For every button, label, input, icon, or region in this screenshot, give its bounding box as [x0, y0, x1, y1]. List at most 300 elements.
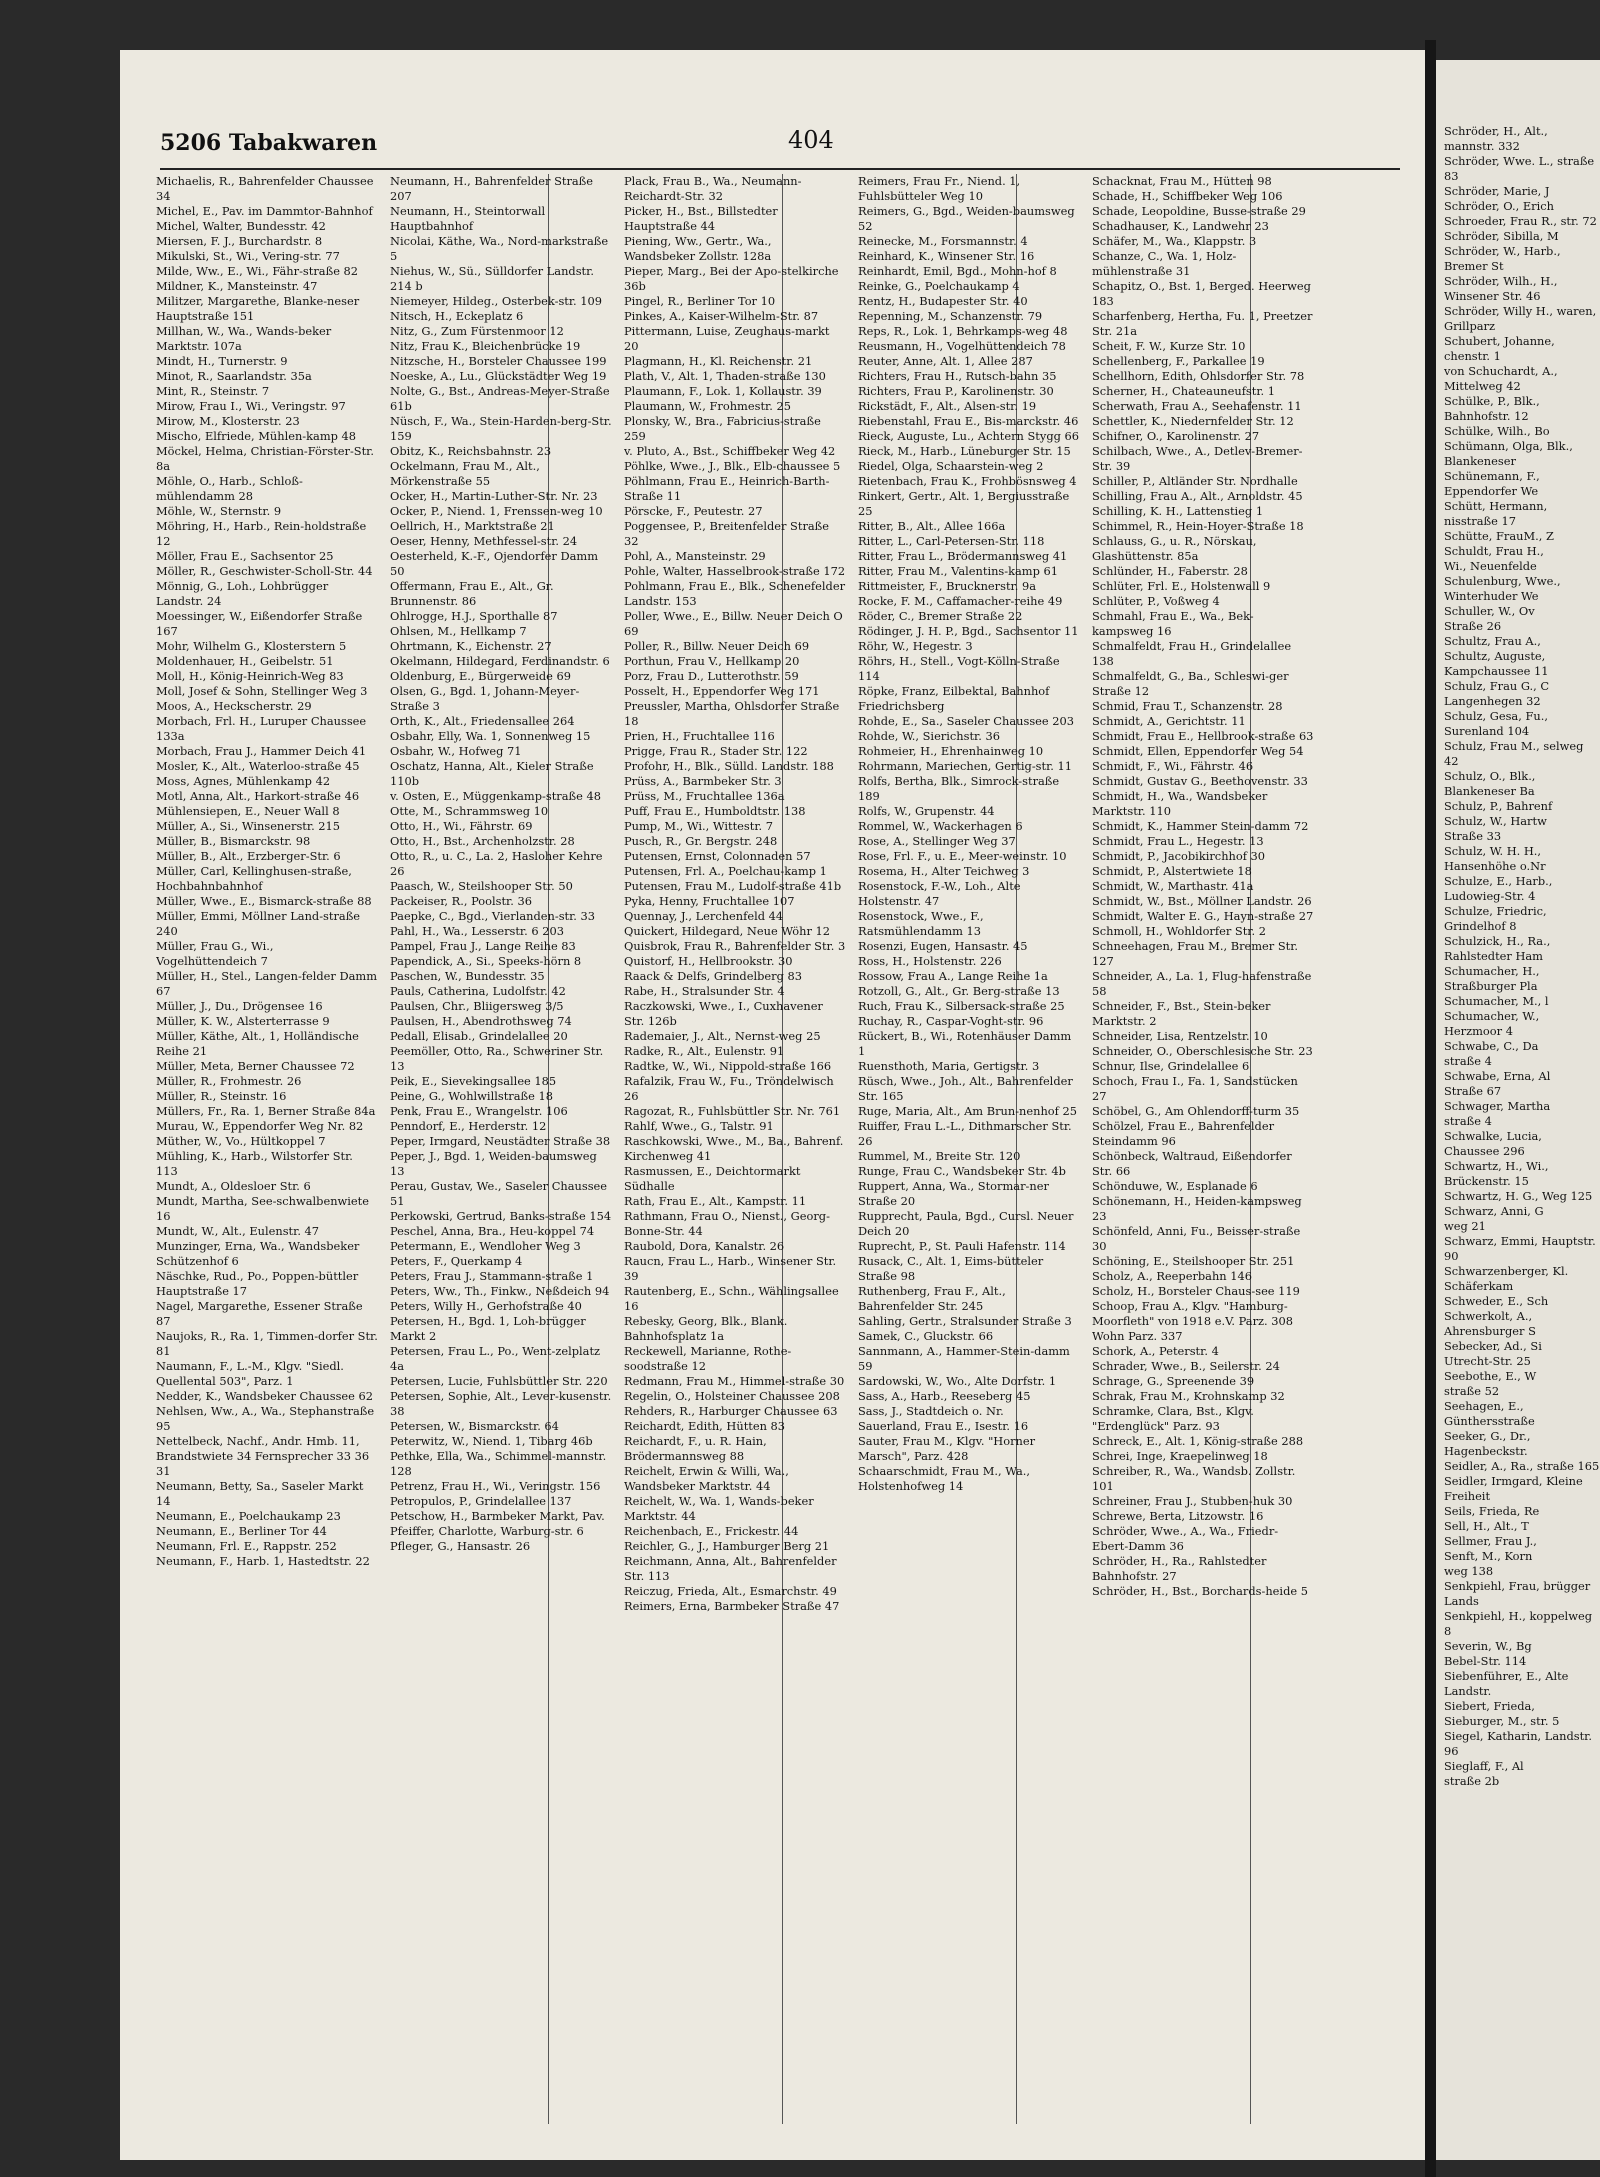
directory-entry: von Schuchardt, A., Mittelweg 42: [1444, 364, 1558, 393]
directory-entry: Posselt, H., Eppendorfer Weg 171: [624, 684, 820, 698]
directory-entry: Schroeder, Frau R., str. 72: [1444, 214, 1597, 228]
directory-entry: Schoch, Frau I., Fa. 1, Sandstücken 27: [1092, 1074, 1298, 1103]
directory-entry: Pedall, Elisab., Grindelallee 20: [390, 1029, 568, 1043]
directory-entry: Röpke, Franz, Eilbektal, Bahnhof Friedrichsberg: [858, 684, 1050, 713]
directory-entry: Nitz, Frau K., Bleichenbrücke 19: [390, 339, 581, 353]
directory-entry: Reichardt, Edith, Hütten 83: [624, 1419, 786, 1433]
directory-entry: Nitz, G., Zum Fürstenmoor 12: [390, 324, 564, 338]
directory-entry: Müller, B., Alt., Erzberger-Str. 6: [156, 849, 341, 863]
directory-entry: Schwalke, Lucia, Chaussee 296: [1444, 1129, 1542, 1158]
directory-entry: Ritter, Frau L., Brödermannsweg 41: [858, 549, 1068, 563]
directory-entry: Reuter, Anne, Alt. 1, Allee 287: [858, 354, 1033, 368]
directory-entry: Orth, K., Alt., Friedensallee 264: [390, 714, 575, 728]
directory-entry: Neumann, F., Harb. 1, Hastedtstr. 22: [156, 1554, 370, 1568]
directory-entry: Sell, H., Alt., T: [1444, 1519, 1529, 1533]
directory-entry: Rasmussen, E., Deichtormarkt Südhalle: [624, 1164, 801, 1193]
directory-entry: Rabe, H., Stralsunder Str. 4: [624, 984, 785, 998]
directory-entry: Ocker, H., Martin-Luther-Str. Nr. 23: [390, 489, 598, 503]
directory-entry: Plagmann, H., Kl. Reichenstr. 21: [624, 354, 813, 368]
listing-column-4: [858, 174, 1080, 2134]
directory-entry: Näschke, Rud., Po., Poppen-büttler Hauptstraße 17: [156, 1269, 359, 1298]
directory-entry: Peik, E., Sievekingsallee 185: [390, 1074, 557, 1088]
listing-column-5: [1092, 174, 1314, 2134]
directory-entry: Preussler, Martha, Ohlsdorfer Straße 18: [624, 699, 840, 728]
directory-entry: Minot, R., Saarlandstr. 35a: [156, 369, 312, 383]
directory-entry: Mundt, A., Oldesloer Str. 6: [156, 1179, 311, 1193]
directory-entry: Moll, Josef & Sohn, Stellinger Weg 3: [156, 684, 368, 698]
directory-entry: Schilling, Frau A., Alt., Arnoldstr. 45: [1092, 489, 1303, 503]
directory-entry: Schöning, E., Steilshooper Str. 251: [1092, 1254, 1295, 1268]
directory-entry: Müllers, Fr., Ra. 1, Berner Straße 84a: [156, 1104, 376, 1118]
directory-entry: Müller, Käthe, Alt., 1, Holländische Reihe 21: [156, 1029, 359, 1058]
directory-entry: Richters, Frau P., Karolinenstr. 30: [858, 384, 1054, 398]
directory-entry: Mönnig, G., Loh., Lohbrügger Landstr. 24: [156, 579, 329, 608]
directory-entry: Röhr, W., Hegestr. 3: [858, 639, 973, 653]
directory-entry: Pohl, A., Mansteinstr. 29: [624, 549, 766, 563]
directory-entry: Redmann, Frau M., Himmel-straße 30: [624, 1374, 845, 1388]
directory-entry: Schmidt, A., Gerichtstr. 11: [1092, 714, 1246, 728]
directory-page: [120, 50, 1425, 2160]
directory-entry: Raucn, Frau L., Harb., Winsener Str. 39: [624, 1254, 837, 1283]
directory-entry: Schumacher, W., Herzmoor 4: [1444, 1009, 1540, 1038]
directory-entry: Oesterheld, K.-F., Ojendorfer Damm 50: [390, 549, 598, 578]
directory-entry: Neumann, H., Bahrenfelder Straße 207: [390, 174, 594, 203]
directory-entry: Schröder, Willy H., waren, Grillparz: [1444, 304, 1597, 333]
directory-entry: Neumann, Frl. E., Rappstr. 252: [156, 1539, 337, 1553]
directory-entry: Schneider, A., La. 1, Flug-hafenstraße 58: [1092, 969, 1312, 998]
directory-entry: Rafalzik, Frau W., Fu., Tröndelwisch 26: [624, 1074, 834, 1103]
directory-entry: Michel, E., Pav. im Dammtor-Bahnhof: [156, 204, 373, 218]
directory-entry: Plaumann, F., Lok. 1, Kollaustr. 39: [624, 384, 822, 398]
directory-entry: weg 21: [1444, 1219, 1486, 1233]
directory-entry: Schrei, Inge, Kraepelinweg 18: [1092, 1449, 1268, 1463]
directory-entry: Quickert, Hildegard, Neue Wöhr 12: [624, 924, 831, 938]
directory-entry: Porz, Frau D., Lutterothstr. 59: [624, 669, 799, 683]
directory-entry: Reinke, G., Poelchaukamp 4: [858, 279, 1020, 293]
directory-entry: Paulsen, Chr., Bliigersweg 3/5: [390, 999, 564, 1013]
directory-entry: Pohle, Walter, Hasselbrook-straße 172: [624, 564, 846, 578]
directory-entry: Neumann, Betty, Sa., Saseler Markt 14: [156, 1479, 364, 1508]
directory-entry: Mildner, K., Mansteinstr. 47: [156, 279, 318, 293]
directory-entry: Ruchay, R., Caspar-Voght-str. 96: [858, 1014, 1044, 1028]
directory-entry: Petschow, H., Barmbeker Markt, Pav.: [390, 1509, 605, 1523]
directory-entry: Papendick, A., Si., Speeks-hörn 8: [390, 954, 582, 968]
directory-entry: Quisbrok, Frau R., Bahrenfelder Str. 3: [624, 939, 846, 953]
directory-entry: Niemeyer, Hildeg., Osterbek-str. 109: [390, 294, 603, 308]
directory-entry: Sieburger, M., str. 5: [1444, 1714, 1560, 1728]
directory-entry: Sellmer, Frau J.,: [1444, 1534, 1537, 1548]
directory-entry: Schwabe, Erna, Al: [1444, 1069, 1551, 1083]
directory-entry: Mint, R., Steinstr. 7: [156, 384, 270, 398]
directory-entry: Sahling, Gertr., Stralsunder Straße 3: [858, 1314, 1072, 1328]
directory-entry: Scheit, F. W., Kurze Str. 10: [1092, 339, 1246, 353]
directory-entry: Schwartz, H. G., Weg 125: [1444, 1189, 1593, 1203]
directory-entry: Schulz, Frau M., selweg 42: [1444, 739, 1584, 768]
directory-entry: Nicolai, Käthe, Wa., Nord-markstraße 5: [390, 234, 609, 263]
directory-entry: Müller, R., Steinstr. 16: [156, 1089, 287, 1103]
directory-entry: Plonsky, W., Bra., Fabricius-straße 259: [624, 414, 821, 443]
directory-entry: Schultz, Auguste, Kampchaussee 11: [1444, 649, 1549, 678]
directory-entry: Möhring, H., Harb., Rein-holdstraße 12: [156, 519, 367, 548]
directory-entry: Schmidt, Walter E. G., Hayn-straße 27: [1092, 909, 1314, 923]
directory-entry: Reichelt, Erwin & Willi, Wa., Wandsbeker Marktstr. 44: [624, 1464, 789, 1493]
directory-entry: Schäfer, M., Wa., Klappstr. 3: [1092, 234, 1257, 248]
directory-entry: Schulz, Frau G., C: [1444, 679, 1550, 693]
directory-entry: Nedder, K., Wandsbeker Chaussee 62: [156, 1389, 374, 1403]
directory-entry: Petersen, Frau L., Po., Went-zelplatz 4a: [390, 1344, 601, 1373]
directory-entry: Pingel, R., Berliner Tor 10: [624, 294, 776, 308]
directory-entry: Röder, C., Bremer Straße 22: [858, 609, 1023, 623]
directory-entry: Naujoks, R., Ra. 1, Timmen-dorfer Str. 81: [156, 1329, 378, 1358]
directory-entry: Pahl, H., Wa., Lesserstr. 6 203: [390, 924, 564, 938]
directory-entry: Seebothe, E., W: [1444, 1369, 1537, 1383]
listing-column-1: [156, 174, 378, 2134]
directory-entry: Schümann, Olga, Blk., Blankeneser: [1444, 439, 1573, 468]
directory-entry: Mikulski, St., Wi., Vering-str. 77: [156, 249, 340, 263]
directory-entry: Scherwath, Frau A., Seehafenstr. 11: [1092, 399, 1302, 413]
directory-entry: Müller, Frau G., Wi., Vogelhüttendeich 7: [156, 939, 274, 968]
directory-entry: Schmidt, K., Hammer Stein-damm 72: [1092, 819, 1309, 833]
directory-entry: Rietenbach, Frau K., Frohbösnsweg 4: [858, 474, 1077, 488]
directory-entry: Naumann, F., L.-M., Klgv. "Siedl. Quellental 503", Parz. 1: [156, 1359, 344, 1388]
directory-entry: Plath, V., Alt. 1, Thaden-straße 130: [624, 369, 826, 383]
directory-entry: Regelin, O., Holsteiner Chaussee 208: [624, 1389, 840, 1403]
directory-entry: Schwager, Martha: [1444, 1099, 1551, 1113]
directory-entry: Rosenstock, Wwe., F., Ratsmühlendamm 13: [858, 909, 984, 938]
directory-entry: Schröder, H., Bst., Borchards-heide 5: [1092, 1584, 1308, 1598]
directory-entry: Schoop, Frau A., Klgv. "Hamburg-Moorfleth" von 1918 e.V. Parz. 308 Wohn Parz. 337: [1092, 1299, 1294, 1343]
directory-entry: Petermann, E., Wendloher Weg 3: [390, 1239, 581, 1253]
facing-page-column: [1444, 124, 1600, 1789]
page-number: 404: [788, 126, 834, 154]
directory-entry: Scherner, H., Chateauneufstr. 1: [1092, 384, 1276, 398]
directory-entry: Schmidt, Frau L., Hegestr. 13: [1092, 834, 1264, 848]
directory-entry: straße 52: [1444, 1384, 1500, 1398]
directory-entry: Profohr, H., Blk., Sülld. Landstr. 188: [624, 759, 834, 773]
directory-entry: Schneider, Lisa, Rentzelstr. 10: [1092, 1029, 1268, 1043]
directory-entry: Paulsen, H., Abendrothsweg 74: [390, 1014, 572, 1028]
directory-entry: Schmid, Frau T., Schanzenstr. 28: [1092, 699, 1283, 713]
directory-entry: Mühling, K., Harb., Wilstorfer Str. 113: [156, 1149, 353, 1178]
directory-entry: Pfleger, G., Hansastr. 26: [390, 1539, 531, 1553]
directory-entry: Schwerkolt, A., Ahrensburger S: [1444, 1309, 1536, 1338]
directory-entry: Mischo, Elfriede, Mühlen-kamp 48: [156, 429, 357, 443]
directory-entry: Müller, Carl, Kellinghusen-straße, Hochbahnbahnhof: [156, 864, 352, 893]
directory-entry: Schweder, E., Sch: [1444, 1294, 1549, 1308]
directory-entry: Bebel-Str. 114: [1444, 1654, 1527, 1668]
directory-entry: Möller, R., Geschwister-Scholl-Str. 44: [156, 564, 373, 578]
directory-entry: Schade, Leopoldine, Busse-straße 29: [1092, 204, 1306, 218]
directory-entry: Ohrtmann, K., Eichenstr. 27: [390, 639, 552, 653]
directory-entry: Rosenzi, Eugen, Hansastr. 45: [858, 939, 1028, 953]
directory-entry: Müller, Wwe., E., Bismarck-straße 88: [156, 894, 372, 908]
directory-entry: Pinkes, A., Kaiser-Wilhelm-Str. 87: [624, 309, 819, 323]
directory-entry: Schuldt, Frau H.,: [1444, 544, 1544, 558]
directory-entry: Peper, J., Bgd. 1, Weiden-baumsweg 13: [390, 1149, 597, 1178]
directory-entry: Munzinger, Erna, Wa., Wandsbeker Schützenhof 6: [156, 1239, 360, 1268]
directory-entry: Siegel, Katharin, Landstr. 96: [1444, 1729, 1592, 1758]
directory-entry: Straße 26: [1444, 619, 1502, 633]
directory-entry: Schultz, Frau A.,: [1444, 634, 1541, 648]
directory-entry: Peterwitz, W., Niend. 1, Tibarg 46b: [390, 1434, 593, 1448]
directory-entry: Schönfeld, Anni, Fu., Beisser-straße 30: [1092, 1224, 1301, 1253]
directory-entry: Rautenberg, E., Schn., Wählingsallee 16: [624, 1284, 839, 1313]
directory-entry: Putensen, Frau M., Ludolf-straße 41b: [624, 879, 842, 893]
directory-entry: Rödinger, J. H. P., Bgd., Sachsentor 11: [858, 624, 1079, 638]
directory-entry: Schönduwe, W., Esplanade 6: [1092, 1179, 1258, 1193]
directory-entry: Schulze, E., Harb., Ludowieg-Str. 4: [1444, 874, 1553, 903]
directory-entry: Schramke, Clara, Bst., Klgv. "Erdenglück" Parz. 93: [1092, 1404, 1254, 1433]
directory-entry: Perkowski, Gertrud, Banks-straße 154: [390, 1209, 612, 1223]
listing-column-2: [390, 174, 612, 2134]
directory-entry: Neumann, E., Berliner Tor 44: [156, 1524, 327, 1538]
directory-entry: Moss, Agnes, Mühlenkamp 42: [156, 774, 331, 788]
directory-entry: Oldenburg, E., Bürgerweide 69: [390, 669, 572, 683]
directory-entry: Oschatz, Hanna, Alt., Kieler Straße 110b: [390, 759, 594, 788]
directory-entry: Schimmel, R., Hein-Hoyer-Straße 18: [1092, 519, 1304, 533]
directory-entry: Samek, C., Gluckstr. 66: [858, 1329, 994, 1343]
directory-entry: Schaarschmidt, Frau M., Wa., Holstenhofweg 14: [858, 1464, 1031, 1493]
directory-entry: Schulenburg, Wwe., Winterhuder We: [1444, 574, 1561, 603]
directory-entry: Schmidt, W., Marthastr. 41a: [1092, 879, 1254, 893]
directory-entry: v. Pluto, A., Bst., Schiffbeker Weg 42: [624, 444, 836, 458]
directory-entry: Mohr, Wilhelm G., Klosterstern 5: [156, 639, 347, 653]
directory-entry: Reps, R., Lok. 1, Behrkamps-weg 48: [858, 324, 1068, 338]
directory-entry: Scholz, H., Borsteler Chaus-see 119: [1092, 1284, 1300, 1298]
directory-entry: Moll, H., König-Heinrich-Weg 83: [156, 669, 344, 683]
directory-entry: Ockelmann, Frau M., Alt., Mörkenstraße 55: [390, 459, 540, 488]
directory-entry: straße 4: [1444, 1114, 1492, 1128]
directory-entry: Schulz, Gesa, Fu., Surenland 104: [1444, 709, 1548, 738]
directory-entry: Schreiner, Frau J., Stubben-huk 30: [1092, 1494, 1293, 1508]
header-rule: [160, 168, 1400, 170]
directory-entry: Motl, Anna, Alt., Harkort-straße 46: [156, 789, 360, 803]
directory-entry: v. Osten, E., Müggenkamp-straße 48: [390, 789, 601, 803]
directory-entry: Schrewe, Berta, Litzowstr. 16: [1092, 1509, 1264, 1523]
directory-entry: Schröder, Wwe., A., Wa., Friedr-Ebert-Damm 36: [1092, 1524, 1279, 1553]
directory-entry: Müller, J., Du., Drögensee 16: [156, 999, 323, 1013]
directory-entry: Riedel, Olga, Schaarstein-weg 2: [858, 459, 1044, 473]
directory-entry: Schröder, Wwe. L., straße 83: [1444, 154, 1595, 183]
directory-entry: Schönemann, H., Heiden-kampsweg 23: [1092, 1194, 1302, 1223]
listing-columns: [156, 174, 1406, 2134]
section-title: 5206 Tabakwaren: [160, 130, 378, 156]
directory-entry: Schade, H., Schiffbeker Weg 106: [1092, 189, 1283, 203]
directory-entry: Pöhlke, Wwe., J., Blk., Elb-chaussee 5: [624, 459, 841, 473]
directory-entry: Pfeiffer, Charlotte, Warburg-str. 6: [390, 1524, 584, 1538]
directory-entry: Schmidt, W., Bst., Möllner Landstr. 26: [1092, 894, 1312, 908]
directory-entry: Riebenstahl, Frau E., Bis-marckstr. 46: [858, 414, 1079, 428]
directory-entry: Schülke, Wilh., Bo: [1444, 424, 1550, 438]
directory-entry: Rosenstock, F.-W., Loh., Alte Holstenstr. 47: [858, 879, 1021, 908]
directory-entry: Straße 33: [1444, 829, 1502, 843]
directory-entry: Rinkert, Gertr., Alt. 1, Bergiusstraße 25: [858, 489, 1070, 518]
directory-entry: Schifner, O., Karolinenstr. 27: [1092, 429, 1260, 443]
directory-entry: Paasch, W., Steilshooper Str. 50: [390, 879, 573, 893]
directory-entry: Möckel, Helma, Christian-Förster-Str. 8a: [156, 444, 374, 473]
directory-entry: Müller, H., Stel., Langen-felder Damm 67: [156, 969, 378, 998]
directory-entry: Schröder, W., Harb., Bremer St: [1444, 244, 1561, 273]
directory-entry: Osbahr, W., Hofweg 71: [390, 744, 522, 758]
directory-entry: Reimers, G., Bgd., Weiden-baumsweg 52: [858, 204, 1075, 233]
directory-entry: Langenhegen 32: [1444, 694, 1541, 708]
directory-entry: Schork, A., Peterstr. 4: [1092, 1344, 1219, 1358]
directory-entry: Rommel, W., Wackerhagen 6: [858, 819, 1023, 833]
directory-entry: Sardowski, W., Wo., Alte Dorfstr. 1: [858, 1374, 1057, 1388]
directory-entry: Schrader, Wwe., B., Seilerstr. 24: [1092, 1359, 1280, 1373]
directory-entry: Radke, R., Alt., Eulenstr. 91: [624, 1044, 785, 1058]
directory-entry: Schütt, Hermann, nisstraße 17: [1444, 499, 1548, 528]
directory-entry: Reichardt, F., u. R. Hain, Brödermannsweg 88: [624, 1434, 767, 1463]
directory-entry: Siebenführer, E., Alte Landstr.: [1444, 1669, 1569, 1698]
directory-entry: Schiller, P., Altländer Str. Nordhalle: [1092, 474, 1298, 488]
directory-entry: Reimers, Erna, Barmbeker Straße 47: [624, 1599, 840, 1613]
directory-entry: Peemöller, Otto, Ra., Schweriner Str. 13: [390, 1044, 604, 1073]
directory-entry: Plaumann, W., Frohmestr. 25: [624, 399, 791, 413]
directory-entry: Millhan, W., Wa., Wands-beker Marktstr. 107a: [156, 324, 332, 353]
directory-entry: Rusack, C., Alt. 1, Eims-bütteler Straße 98: [858, 1254, 1044, 1283]
directory-entry: Pörscke, F., Peutestr. 27: [624, 504, 763, 518]
directory-entry: Oeser, Henny, Methfessel-str. 24: [390, 534, 578, 548]
directory-entry: Moos, A., Heckscherstr. 29: [156, 699, 312, 713]
directory-entry: Murau, W., Eppendorfer Weg Nr. 82: [156, 1119, 364, 1133]
directory-entry: Ruensthoth, Maria, Gertigstr. 3: [858, 1059, 1040, 1073]
directory-entry: Michaelis, R., Bahrenfelder Chaussee 34: [156, 174, 374, 203]
directory-entry: Putensen, Frl. A., Poelchau-kamp 1: [624, 864, 827, 878]
directory-entry: Rüsch, Wwe., Joh., Alt., Bahrenfelder Str. 165: [858, 1074, 1073, 1103]
directory-entry: Siebert, Frieda,: [1444, 1699, 1535, 1713]
directory-entry: Rotzoll, G., Alt., Gr. Berg-straße 13: [858, 984, 1060, 998]
directory-entry: Ohlsen, M., Hellkamp 7: [390, 624, 527, 638]
directory-entry: Schlüter, P., Voßweg 4: [1092, 594, 1220, 608]
directory-entry: Peters, F., Querkamp 4: [390, 1254, 523, 1268]
directory-entry: Rickstädt, F., Alt., Alsen-str. 19: [858, 399, 1037, 413]
directory-entry: Schellhorn, Edith, Ohlsdorfer Str. 78: [1092, 369, 1305, 383]
directory-entry: Nagel, Margarethe, Essener Straße 87: [156, 1299, 363, 1328]
directory-entry: Rieck, Auguste, Lu., Achtern Stygg 66: [858, 429, 1080, 443]
directory-entry: Michel, Walter, Bundesstr. 42: [156, 219, 326, 233]
page-header: [160, 126, 1425, 164]
directory-entry: Mirow, Frau I., Wi., Veringstr. 97: [156, 399, 346, 413]
directory-entry: Schröder, Sibilla, M: [1444, 229, 1559, 243]
directory-entry: Obitz, K., Reichsbahnstr. 23: [390, 444, 552, 458]
directory-entry: Neumann, H., Steintorwall Hauptbahnhof: [390, 204, 546, 233]
directory-entry: Schlünder, H., Faberstr. 28: [1092, 564, 1248, 578]
directory-entry: Schacknat, Frau M., Hütten 98: [1092, 174, 1272, 188]
directory-entry: Ohlrogge, H.J., Sporthalle 87: [390, 609, 558, 623]
directory-entry: Offermann, Frau E., Alt., Gr. Brunnenstr. 86: [390, 579, 554, 608]
directory-entry: Röhrs, H., Stell., Vogt-Kölln-Straße 114: [858, 654, 1060, 683]
directory-entry: Mindt, H., Turnerstr. 9: [156, 354, 288, 368]
directory-entry: Raack & Delfs, Grindelberg 83: [624, 969, 802, 983]
directory-entry: Noeske, A., Lu., Glückstädter Weg 19: [390, 369, 607, 383]
directory-entry: Schlauss, G., u. R., Nörskau, Glashüttenstr. 85a: [1092, 534, 1257, 563]
directory-entry: Schülke, P., Blk., Bahnhofstr. 12: [1444, 394, 1540, 423]
directory-entry: Ritter, Frau M., Valentins-kamp 61: [858, 564, 1059, 578]
directory-entry: Scharfenberg, Hertha, Fu. 1, Preetzer Str. 21a: [1092, 309, 1313, 338]
directory-entry: Ruprecht, P., St. Pauli Hafenstr. 114: [858, 1239, 1066, 1253]
directory-entry: Rolfs, W., Grupenstr. 44: [858, 804, 995, 818]
directory-entry: Schmidt, F., Wi., Fährstr. 46: [1092, 759, 1254, 773]
directory-entry: Nitsch, H., Eckeplatz 6: [390, 309, 524, 323]
directory-entry: Nehlsen, Ww., A., Wa., Stephanstraße 95: [156, 1404, 375, 1433]
directory-entry: Senft, M., Korn: [1444, 1549, 1533, 1563]
directory-entry: Schuller, W., Ov: [1444, 604, 1535, 618]
directory-entry: Rose, A., Stellinger Weg 37: [858, 834, 1016, 848]
directory-entry: Schettler, K., Niedernfelder Str. 12: [1092, 414, 1294, 428]
directory-entry: Schanze, C., Wa. 1, Holz-mühlenstraße 31: [1092, 249, 1237, 278]
directory-entry: Schröder, O., Erich: [1444, 199, 1554, 213]
directory-entry: straße 2b: [1444, 1774, 1500, 1788]
directory-entry: Müller, Emmi, Möllner Land-straße 240: [156, 909, 361, 938]
directory-entry: Repenning, M., Schanzenstr. 79: [858, 309, 1043, 323]
directory-entry: Pethke, Ella, Wa., Schimmel-mannstr. 128: [390, 1449, 607, 1478]
directory-entry: Pöhlmann, Frau E., Heinrich-Barth-Straße 11: [624, 474, 830, 503]
directory-entry: Müller, K. W., Alsterterrasse 9: [156, 1014, 330, 1028]
directory-entry: Schütte, FrauM., Z: [1444, 529, 1554, 543]
directory-entry: Pump, M., Wi., Wittestr. 7: [624, 819, 774, 833]
directory-entry: Mosler, K., Alt., Waterloo-straße 45: [156, 759, 360, 773]
directory-entry: Müller, R., Frohmestr. 26: [156, 1074, 302, 1088]
directory-entry: Severin, W., Bg: [1444, 1639, 1532, 1653]
directory-entry: Schlüter, Frl. E., Holstenwall 9: [1092, 579, 1271, 593]
directory-entry: Mühlensiepen, E., Neuer Wall 8: [156, 804, 340, 818]
directory-entry: Niehus, W., Sü., Sülldorfer Landstr. 214 b: [390, 264, 594, 293]
directory-entry: Schreck, E., Alt. 1, König-straße 288: [1092, 1434, 1304, 1448]
directory-entry: Milde, Ww., E., Wi., Fähr-straße 82: [156, 264, 359, 278]
directory-entry: Schwarz, Anni, G: [1444, 1204, 1544, 1218]
directory-entry: Petersen, Sophie, Alt., Lever-kusenstr. 38: [390, 1389, 612, 1418]
directory-entry: Okelmann, Hildegard, Ferdinandstr. 6: [390, 654, 610, 668]
directory-entry: Mundt, W., Alt., Eulenstr. 47: [156, 1224, 320, 1238]
directory-entry: Müller, B., Bismarckstr. 98: [156, 834, 311, 848]
directory-entry: Rocke, F. M., Caffamacher-reihe 49: [858, 594, 1063, 608]
directory-entry: Straße 67: [1444, 1084, 1502, 1098]
directory-entry: Oellrich, H., Marktstraße 21: [390, 519, 555, 533]
directory-entry: Poller, Wwe., E., Billw. Neuer Deich O 69: [624, 609, 843, 638]
directory-entry: Rademaier, J., Alt., Nernst-weg 25: [624, 1029, 821, 1043]
directory-entry: Neumann, E., Poelchaukamp 23: [156, 1509, 341, 1523]
directory-entry: Schmalfeldt, G., Ba., Schleswi-ger Straße 12: [1092, 669, 1289, 698]
facing-page: [1436, 60, 1600, 2160]
directory-entry: Moldenhauer, H., Geibelstr. 51: [156, 654, 334, 668]
directory-entry: Petersen, Lucie, Fuhlsbüttler Str. 220: [390, 1374, 608, 1388]
directory-entry: Schünemann, F., Eppendorfer We: [1444, 469, 1540, 498]
directory-entry: Olsen, G., Bgd. 1, Johann-Meyer-Straße 3: [390, 684, 580, 713]
directory-entry: Möhle, W., Sternstr. 9: [156, 504, 282, 518]
directory-entry: Rolfs, Bertha, Blk., Simrock-straße 189: [858, 774, 1060, 803]
directory-entry: Schellenberg, F., Parkallee 19: [1092, 354, 1265, 368]
directory-entry: Schröder, Marie, J: [1444, 184, 1550, 198]
directory-entry: Penk, Frau E., Wrangelstr. 106: [390, 1104, 568, 1118]
directory-entry: Ruge, Maria, Alt., Am Brun-nenhof 25: [858, 1104, 1077, 1118]
directory-entry: Scholz, A., Reeperbahn 146: [1092, 1269, 1253, 1283]
directory-entry: Sauter, Frau M., Klgv. "Horner Marsch", Parz. 428: [858, 1434, 1036, 1463]
directory-entry: Ross, H., Holstenstr. 226: [858, 954, 1002, 968]
directory-entry: Schrak, Frau M., Krohnskamp 32: [1092, 1389, 1285, 1403]
directory-entry: Raczkowski, Wwe., I., Cuxhavener Str. 126b: [624, 999, 823, 1028]
directory-entry: Rahlf, Wwe., G., Talstr. 91: [624, 1119, 774, 1133]
directory-entry: Sannmann, A., Hammer-Stein-damm 59: [858, 1344, 1070, 1373]
directory-entry: Peper, Irmgard, Neustädter Straße 38: [390, 1134, 611, 1148]
directory-entry: Müller, Meta, Berner Chaussee 72: [156, 1059, 355, 1073]
directory-entry: Quistorf, H., Hellbrookstr. 30: [624, 954, 793, 968]
directory-entry: Reinecke, M., Forsmannstr. 4: [858, 234, 1028, 248]
directory-entry: Möhle, O., Harb., Schloß-mühlendamm 28: [156, 474, 303, 503]
directory-entry: Nitzsche, H., Borsteler Chaussee 199: [390, 354, 607, 368]
directory-entry: Otto, R., u. C., La. 2, Hasloher Kehre 26: [390, 849, 603, 878]
directory-entry: Schwarzenberger, Kl. Schäferkam: [1444, 1264, 1569, 1293]
